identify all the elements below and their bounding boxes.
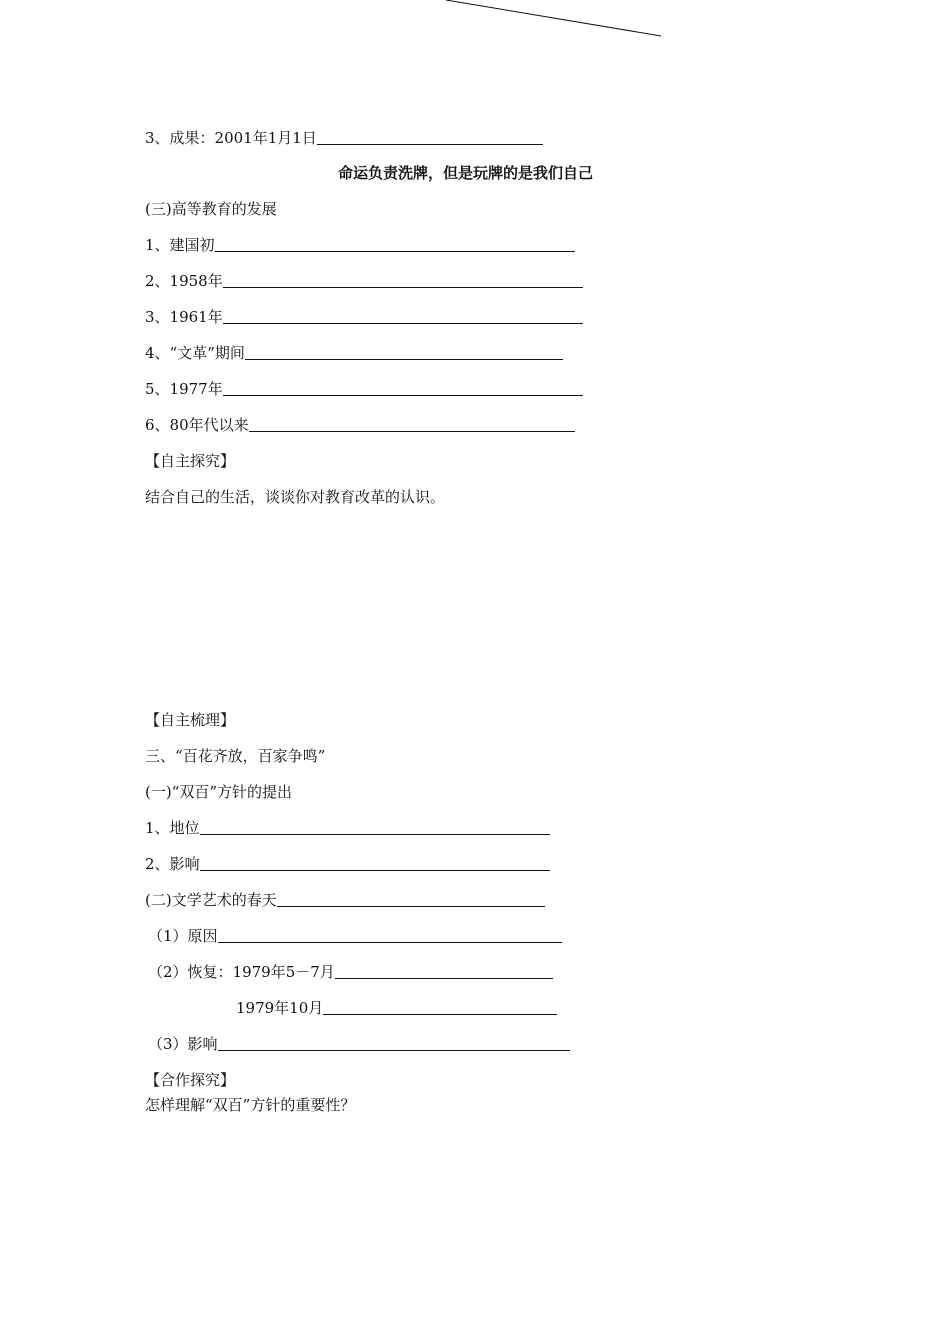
- higher-ed-item-4-label: 4、“文革”期间: [145, 344, 245, 362]
- sub1-item-2-label: 2、影响: [145, 855, 200, 873]
- higher-ed-item-6: [145, 415, 575, 435]
- higher-ed-item-2-label: 2、1958年: [145, 272, 223, 290]
- decorative-line: [0, 0, 950, 60]
- higher-ed-item-5: [145, 379, 583, 399]
- review-heading: 【自主梳理】: [145, 711, 236, 729]
- sub2-heading: (二)文学艺术的春天: [145, 891, 277, 909]
- sub2-item-3: [236, 998, 557, 1018]
- results-blank[interactable]: [317, 128, 543, 145]
- sub2-item-1: [148, 926, 562, 946]
- higher-ed-item-6-blank[interactable]: [249, 415, 575, 432]
- sub2-item-3-blank[interactable]: [323, 998, 557, 1015]
- cooperate-heading: 【合作探究】: [145, 1071, 236, 1089]
- sub1-item-1-label: 1、地位: [145, 819, 200, 837]
- sub1-item-1-blank[interactable]: [200, 818, 550, 835]
- sub2-item-2-label: （2）恢复：1979年5－7月: [148, 963, 335, 981]
- sub2-item-4: [148, 1034, 570, 1054]
- higher-ed-item-1: [145, 235, 575, 255]
- results-line: [145, 128, 543, 148]
- higher-ed-item-4-blank[interactable]: [245, 343, 563, 360]
- cooperate-question: 怎样理解“双百”方针的重要性？: [145, 1096, 356, 1114]
- higher-ed-item-2: [145, 271, 583, 291]
- sub2-item-2-blank[interactable]: [335, 962, 553, 979]
- sub2-heading-blank[interactable]: [277, 890, 545, 907]
- sub2-item-2: [148, 962, 553, 982]
- higher-ed-item-6-label: 6、80年代以来: [145, 416, 249, 434]
- higher-ed-item-1-blank[interactable]: [215, 235, 575, 252]
- motto: 命运负责洗牌，但是玩牌的是我们自己: [338, 164, 594, 182]
- sub2-heading-line: [145, 890, 545, 910]
- higher-ed-item-5-blank[interactable]: [223, 379, 583, 396]
- sub2-item-1-blank[interactable]: [218, 926, 562, 943]
- results-label: 3、成果：2001年1月1日: [145, 129, 317, 147]
- higher-ed-item-3: [145, 307, 583, 327]
- explore-heading: 【自主探究】: [145, 452, 236, 470]
- sub2-item-3-label: 1979年10月: [236, 999, 324, 1017]
- higher-ed-item-1-label: 1、建国初: [145, 236, 215, 254]
- higher-ed-heading: (三)高等教育的发展: [145, 200, 277, 218]
- sub2-item-4-label: （3）影响: [148, 1035, 218, 1053]
- sub1-item-1: [145, 818, 550, 838]
- explore-question: 结合自己的生活，谈谈你对教育改革的认识。: [145, 488, 446, 506]
- higher-ed-item-2-blank[interactable]: [223, 271, 583, 288]
- sub2-item-4-blank[interactable]: [218, 1034, 570, 1051]
- sub2-item-1-label: （1）原因: [148, 927, 218, 945]
- section-title: 三、“百花齐放，百家争鸣”: [145, 747, 326, 765]
- higher-ed-item-4: [145, 343, 563, 363]
- higher-ed-item-3-label: 3、1961年: [145, 308, 223, 326]
- higher-ed-item-3-blank[interactable]: [223, 307, 583, 324]
- sub1-item-2-blank[interactable]: [200, 854, 550, 871]
- sub1-item-2: [145, 854, 550, 874]
- higher-ed-item-5-label: 5、1977年: [145, 380, 223, 398]
- sub1-heading: (一)“双百”方针的提出: [145, 783, 293, 801]
